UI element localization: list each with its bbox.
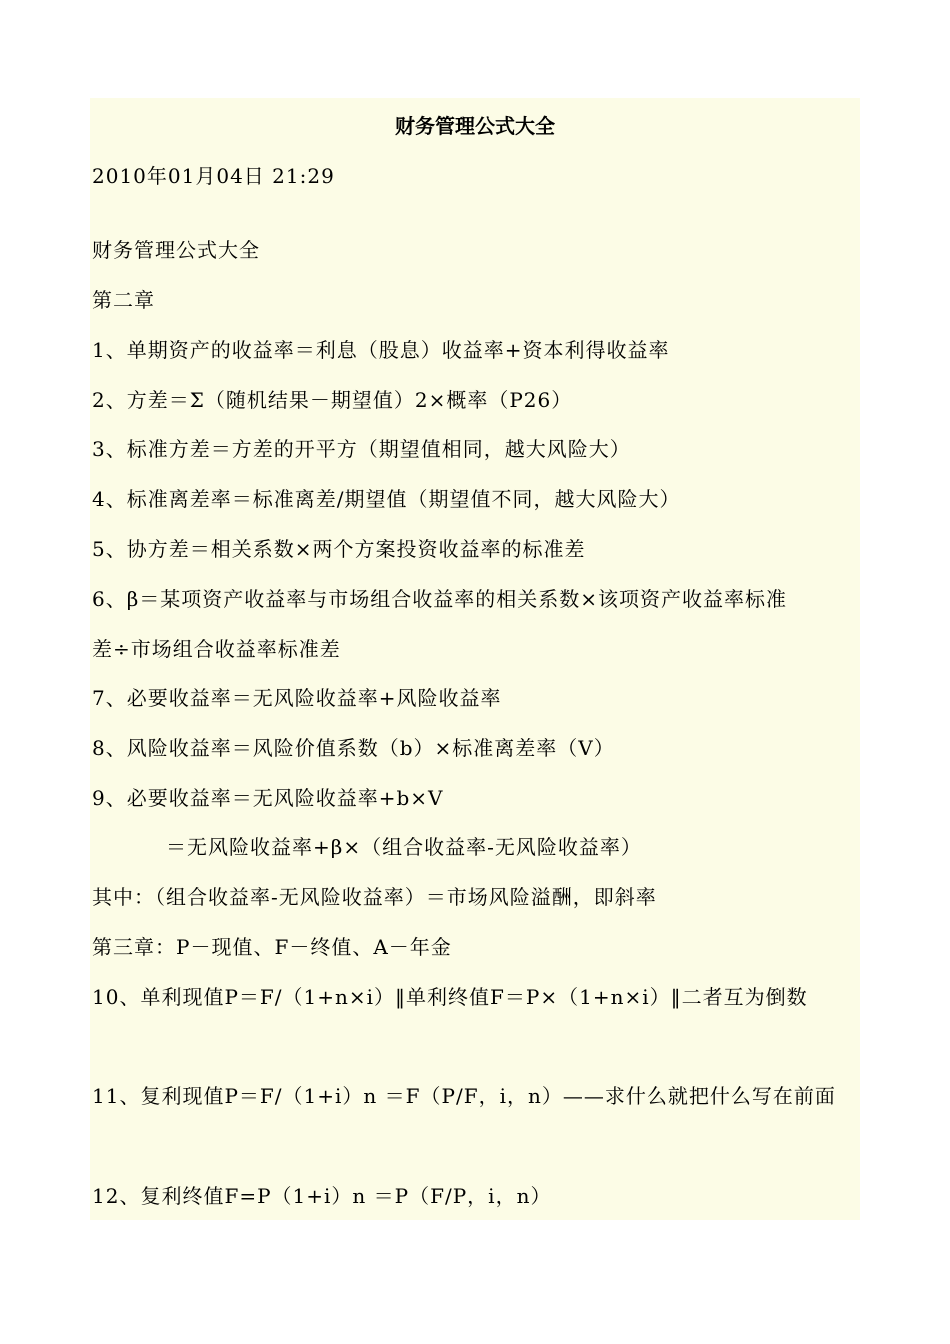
formula-11: 11、复利现值P＝F/（1+i）n ＝F（P/F，i，n）——求什么就把什么写在前面 [92,1084,836,1108]
formula-9: 9、必要收益率＝无风险收益率+b×V [92,786,444,810]
chapter-heading-2: 第二章 [92,288,155,312]
formula-6-continued: 差÷市场组合收益率标准差 [92,637,341,661]
formula-8: 8、风险收益率＝风险价值系数（b）×标准离差率（V） [92,736,615,760]
document-title: 财务管理公式大全 [395,114,555,138]
formula-4: 4、标准离差率＝标准离差/期望值（期望值不同，越大风险大） [92,487,681,511]
formula-7: 7、必要收益率＝无风险收益率+风险收益率 [92,686,502,710]
document-page [90,98,860,1220]
section-heading: 财务管理公式大全 [92,238,260,262]
formula-10: 10、单利现值P＝F/（1+n×i）‖单利终值F＝P×（1+n×i）‖二者互为倒数 [92,985,808,1009]
document-date: 2010年01月04日 21:29 [92,164,335,188]
formula-3: 3、标准方差＝方差的开平方（期望值相同，越大风险大） [92,437,631,461]
note-market-risk-premium: 其中：（组合收益率-无风险收益率）＝市场风险溢酬，即斜率 [92,885,657,909]
formula-12: 12、复利终值F=P（1+i）n ＝P（F/P，i，n） [92,1184,552,1208]
formula-6: 6、β＝某项资产收益率与市场组合收益率的相关系数×该项资产收益率标准 [92,587,788,611]
formula-2: 2、方差＝Σ（随机结果－期望值）2×概率（P26） [92,388,573,412]
formula-5: 5、协方差＝相关系数×两个方案投资收益率的标准差 [92,537,586,561]
chapter-heading-3: 第三章：P－现值、F－终值、A－年金 [92,935,452,959]
formula-9-continued: ＝无风险收益率+β×（组合收益率-无风险收益率） [166,835,642,859]
formula-1: 1、单期资产的收益率＝利息（股息）收益率+资本利得收益率 [92,338,670,362]
